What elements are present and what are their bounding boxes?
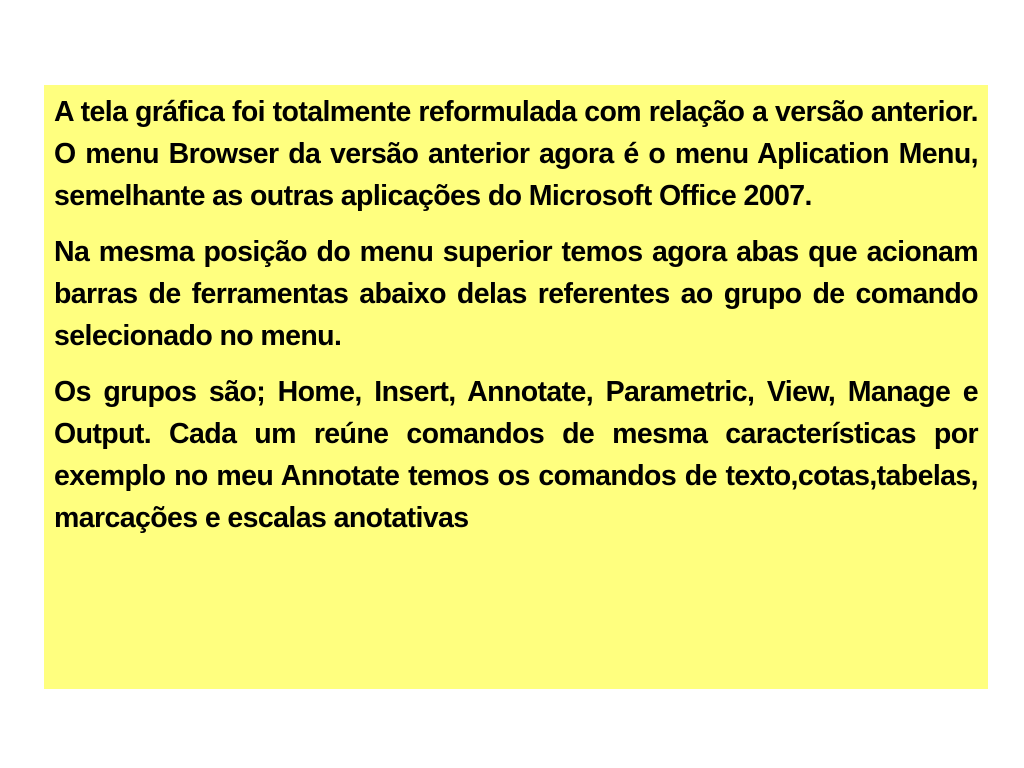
yellow-text-box	[44, 85, 988, 689]
paragraph-tabs: Na mesma posição do menu superior temos agora abas que acionam barras de ferramentas abaixo delas referentes ao grupo de comando selecionado no menu.	[54, 236, 978, 352]
paragraph-graphic-screen: A tela gráfica foi totalmente reformulada com relação a versão anterior. O menu Browser da versão anterior agora é o menu Aplication Menu, semelhante as outras aplicações do Microsoft Office 2007.	[54, 96, 978, 212]
paragraph-groups: Os grupos são; Home, Insert, Annotate, Parametric, View, Manage e Output. Cada um reúne comandos de mesma características por exemplo no meu Annotate temos os comandos de texto,cotas,tabelas, marcações e escalas anotativas	[54, 376, 978, 534]
